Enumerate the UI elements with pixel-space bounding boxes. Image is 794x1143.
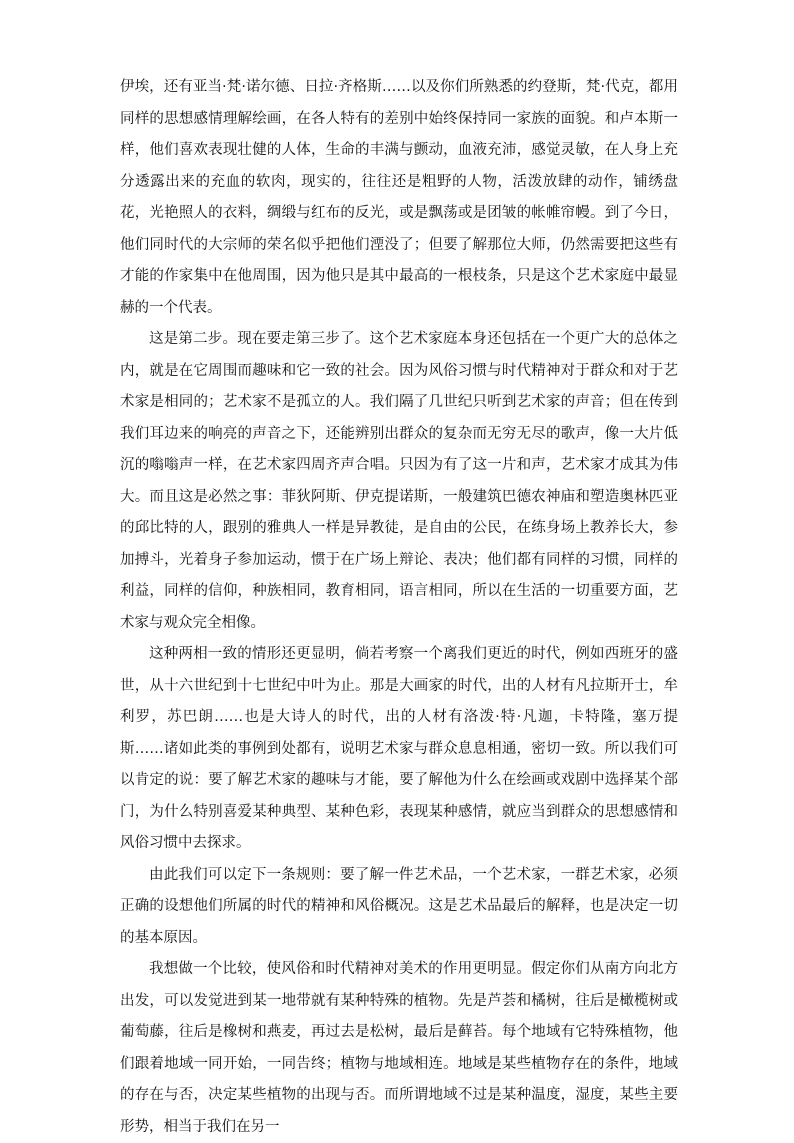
document-body	[120, 72, 678, 1143]
paragraph-5: 我想做一个比较，使风俗和时代精神对美术的作用更明显。假定你们从南方向北方出发，可以发觉进到某一地带就有某种特殊的植物。先是芦荟和橘树，往后是橄榄树或葡萄藤，往后是橡树和燕麦，再过去是松树，最后是藓苔。每个地域有它特殊植物，他们跟着地域一同开始，一同告终；植物与地域相连。地域是某些植物存在的条件，地域的存在与否，决定某些植物的出现与否。而所谓地域不过是某种温度，湿度，某些主要形势，相当于我们在另一	[120, 961, 678, 1135]
paragraph-2: 这是第二步。现在要走第三步了。这个艺术家庭本身还包括在一个更广大的总体之内，就是在它周围而趣味和它一致的社会。因为风俗习惯与时代精神对于群众和对于艺术家是相同的；艺术家不是孤立的人。我们隔了几世纪只听到艺术家的声音；但在传到我们耳边来的响亮的声音之下，还能辨别出群众的复杂而无穷无尽的歌声，像一大片低沉的嗡嗡声一样，在艺术家四周齐声合唱。只因为有了这一片和声，艺术家才成其为伟大。而且这是必然之事：菲狄阿斯、伊克提诺斯，一般建筑巴德农神庙和塑造奥林匹亚的邱比特的人，跟别的雅典人一样是异教徒，是自由的公民，在练身场上教养长大，参加搏斗，光着身子参加运动，惯于在广场上辩论、表决；他们都有同样的习惯，同样的利益，同样的信仰，种族相同，教育相同，语言相同，所以在生活的一切重要方面，艺术家与观众完全相像。	[120, 331, 678, 631]
paragraph-1: 伊埃，还有亚当·梵·诺尔德、日拉·齐格斯……以及你们所熟悉的约登斯，梵·代克，都用同样的思想感情理解绘画，在各人特有的差别中始终保持同一家族的面貌。和卢本斯一样，他们喜欢表现壮健的人体，生命的丰满与颤动，血液充沛，感觉灵敏，在人身上充分透露出来的充血的软肉，现实的，往往还是粗野的人物，活泼放肆的动作，铺绣盘花，光艳照人的衣料，绸缎与红布的反光，或是飘荡或是团皱的帐帷帘幔。到了今日，他们同时代的大宗师的荣名似乎把他们湮没了；但要了解那位大师，仍然需要把这些有才能的作家集中在他周围，因为他只是其中最高的一根枝条，只是这个艺术家庭中最显赫的一个代表。	[120, 79, 678, 316]
paragraph-3: 这种两相一致的情形还更显明，倘若考察一个离我们更近的时代，例如西班牙的盛世，从十六世纪到十七世纪中叶为止。那是大画家的时代，出的人材有凡拉斯开士，牟利罗，苏巴朗……也是大诗人的时代，出的人材有洛泼·特·凡迦，卡特隆，塞万提斯……诸如此类的事例到处都有，说明艺术家与群众息息相通，密切一致。所以我们可以肯定的说：要了解艺术家的趣味与才能，要了解他为什么在绘画或戏剧中选择某个部门，为什么特别喜爱某种典型、某种色彩，表现某种感情，就应当到群众的思想感情和风俗习惯中去探求。	[120, 646, 678, 851]
paragraph-4: 由此我们可以定下一条规则：要了解一件艺术品，一个艺术家，一群艺术家，必须正确的设想他们所属的时代的精神和风俗概况。这是艺术品最后的解释，也是决定一切的基本原因。	[120, 866, 678, 946]
